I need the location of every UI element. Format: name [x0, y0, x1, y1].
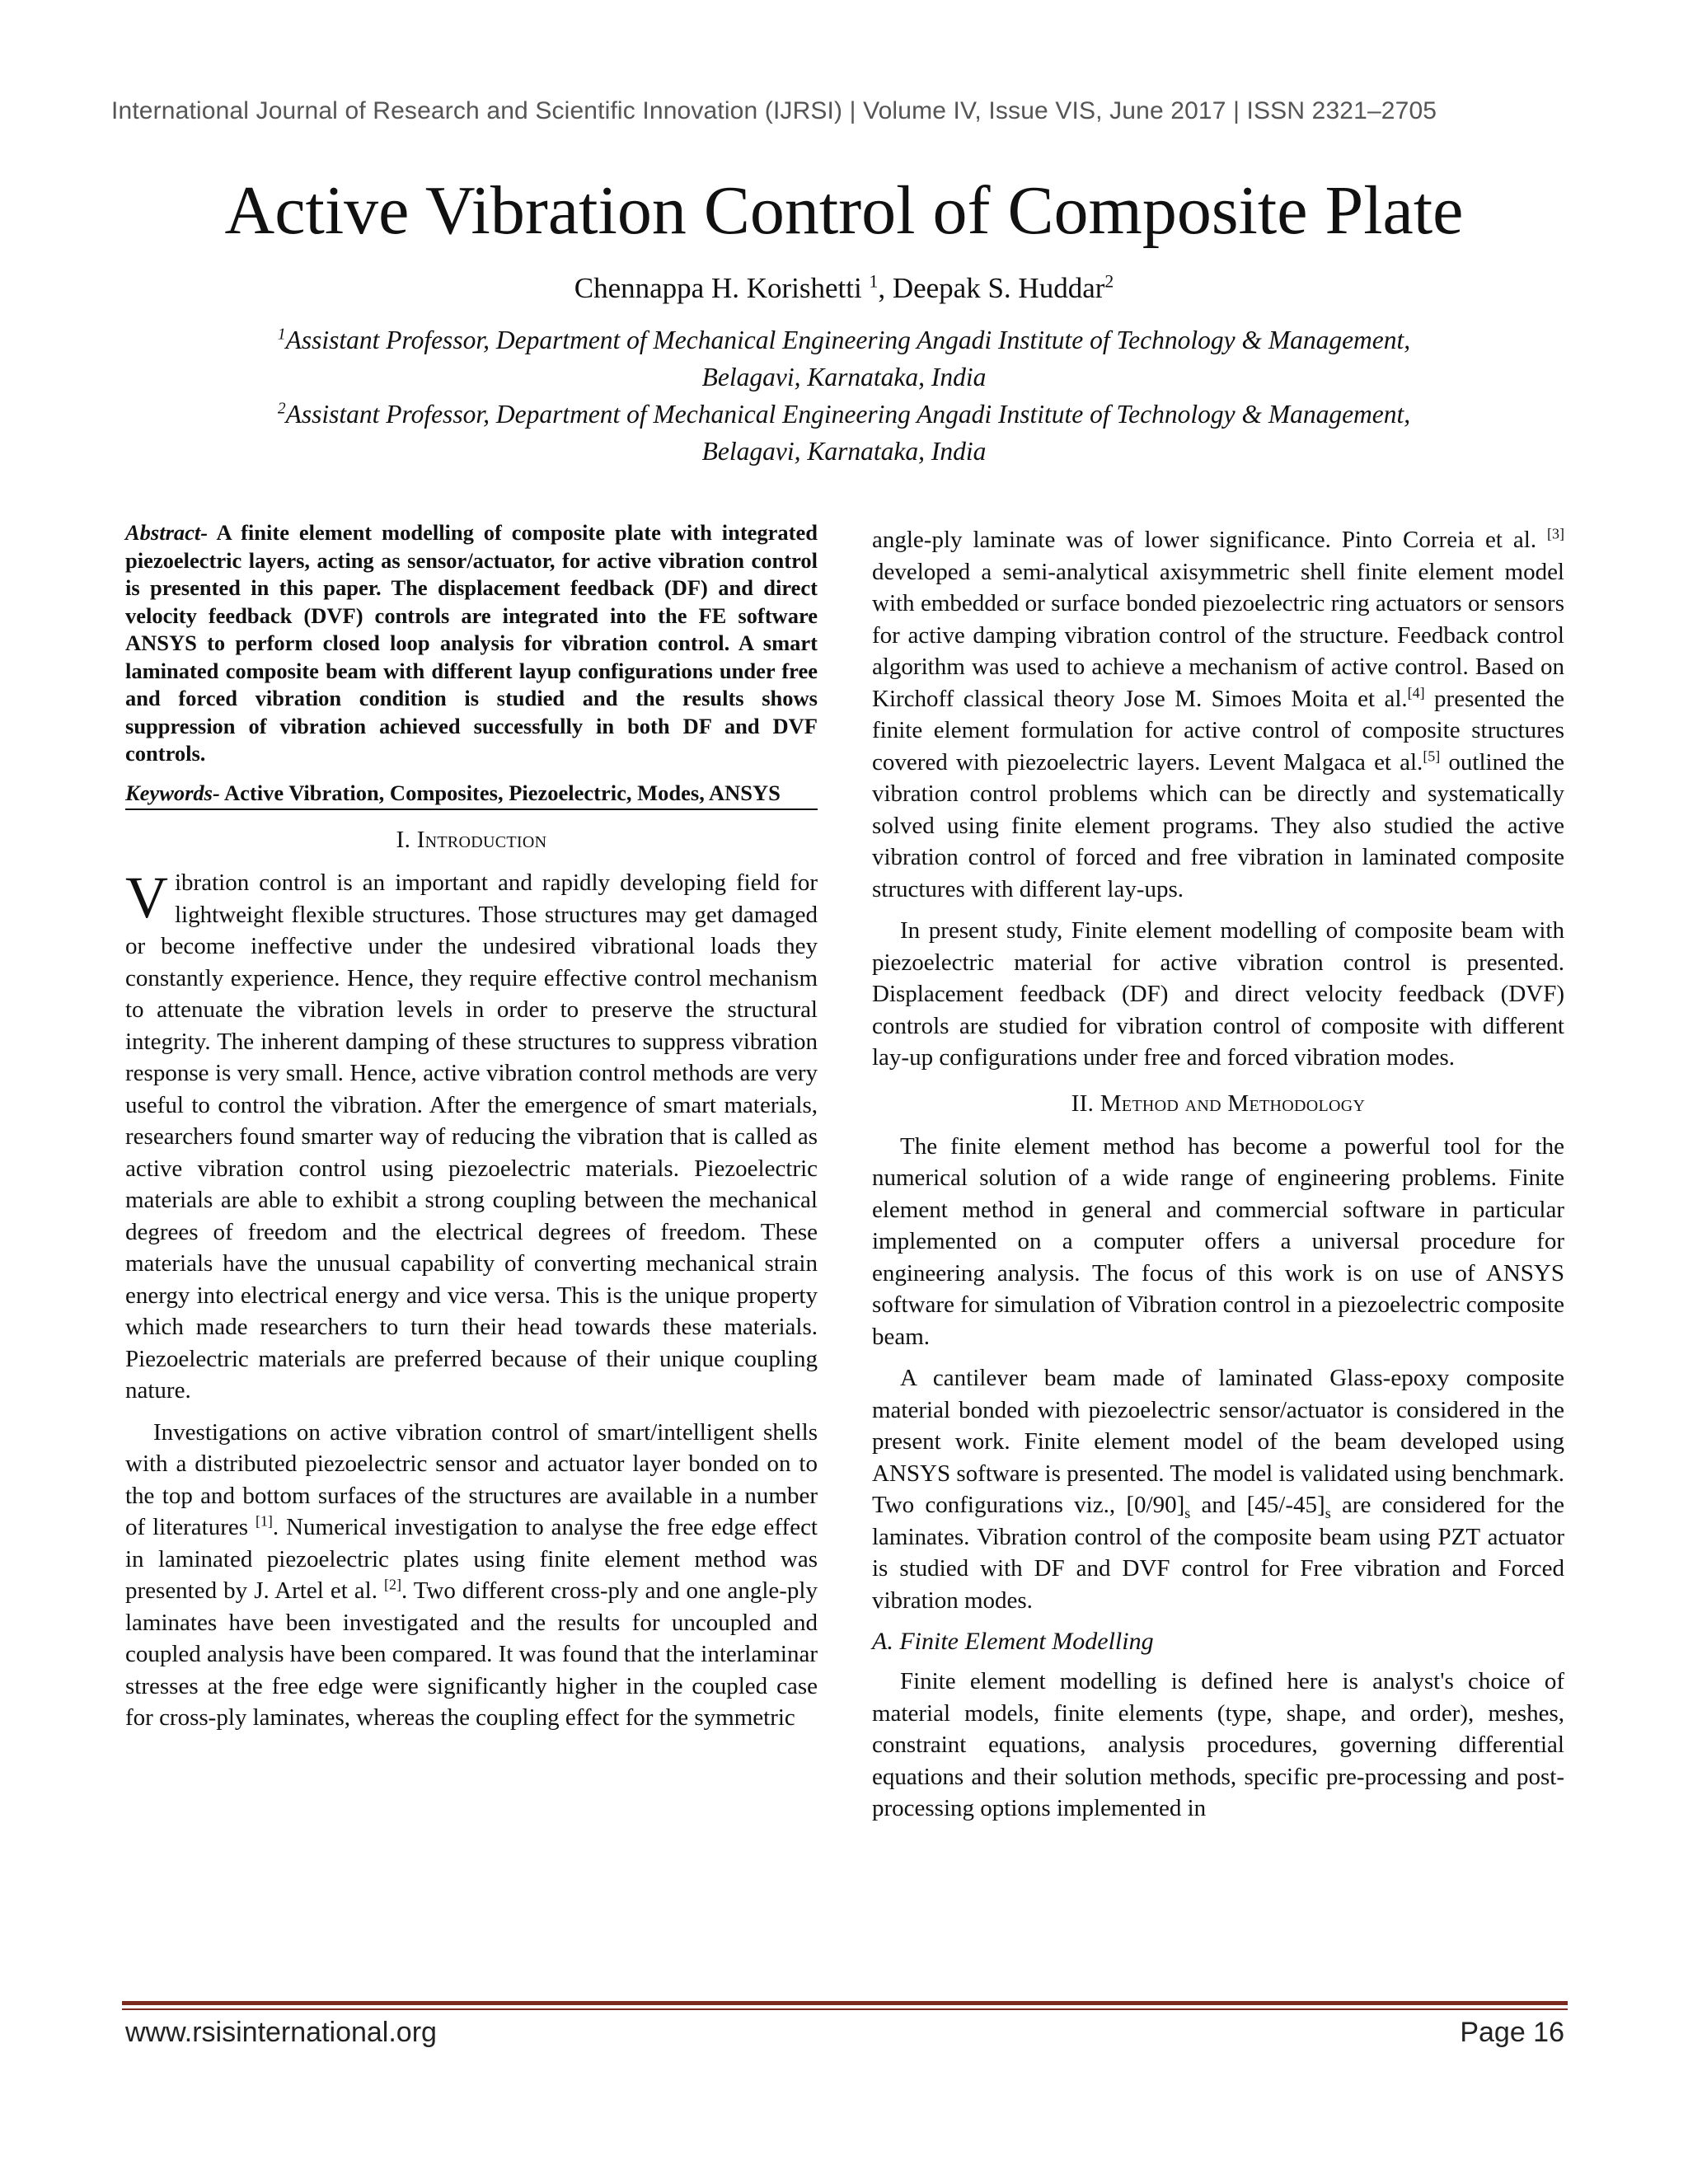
abstract-label: Abstract- — [125, 520, 209, 545]
keywords-label: Keywords- — [125, 780, 220, 805]
affiliation-1-line-2: Belagavi, Karnataka, India — [701, 363, 987, 391]
keywords-divider — [125, 808, 818, 810]
abstract-text: A finite element modelling of composite plate with integrated piezoelectric layers, acting as sensor/actuator, for active vibration control is presented in this paper. The displacement feedback (DF) and direct velocity feedback (DVF) controls are integrated into the FE software ANSYS to perform closed loop analysis for vibration control. A smart laminated composite beam with different layup configurations under free and forced vibration condition is studied and the results shows suppression of vibration achieved successfully in both DF and DVF controls. — [125, 520, 818, 766]
drop-cap: V — [125, 865, 168, 930]
footer-rule-thin — [122, 2008, 1568, 2010]
page-number: Page 16 — [1460, 2017, 1564, 2048]
affiliation-1-line-1: $^1$Assistant Professor, Department of Mechanical Engineering Angadi Institute of Technology & Management, — [277, 326, 1411, 354]
citation-2: [2] — [384, 1576, 401, 1593]
affiliation-1-marker: 1 — [277, 326, 286, 344]
footer-rule — [122, 2001, 1568, 2005]
author-2: , Deepak S. Huddar — [878, 272, 1105, 304]
right-column — [872, 524, 1564, 1825]
paper-title: Active Vibration Control of Composite Plate — [224, 172, 1464, 249]
affiliation-2-line-1: $^2$Assistant Professor, Department of Mechanical Engineering Angadi Institute of Technology & Management, — [277, 400, 1411, 429]
author-list — [0, 272, 1688, 305]
method-paragraph-2: A cantilever beam made of laminated Glass-epoxy composite material bonded with piezoelectric sensor/actuator is considered in the present work. Finite element model of the beam developed using ANSYS software is presented. The model is validated using benchmark. Two configurations viz., $[0/90]_s$ and $[45/-45]_s$ are considered for the laminates. Vibration control of the composite beam using PZT actuator is studied with DF and DVF control for Free vibration and Forced vibration modes. — [872, 1365, 1565, 1614]
subsection-heading-fem: A. Finite Element Modelling — [872, 1628, 1154, 1655]
intro-paragraph-1: Vibration control is an important and rapidly developing field for lightweight flexible structures. Those structures may get damaged or become ineffective under the undesired vibrational loads they constantly experience. Hence, they require effective control mechanism to attenuate the vibration levels in order to preserve the structural integrity. The inherent damping of these structures to suppress vibration response is very small. Hence, active vibration control methods are very useful to control the vibration. After the emergence of smart materials, researchers found smarter way of reducing the vibration that is called as active vibration control using piezoelectric materials. Piezoelectric materials are able to exhibit a strong coupling between the mechanical degrees of freedom and the electrical degrees of freedom. These materials have the unusual capability of converting mechanical strain energy into electrical energy and vice versa. This is the unique property which made researchers to turn their head towards these materials. Piezoelectric materials are preferred because of their unique coupling nature. — [125, 865, 818, 1404]
footer-website: www.rsisinternational.org — [125, 2017, 437, 2048]
journal-header: International Journal of Research and Scientific Innovation (IJRSI) | Volume IV, Issue VIS, June 2017 | ISSN 2321–2705 — [111, 97, 1437, 124]
method-paragraph-1: The finite element method has become a powerful tool for the numerical solution of a wide range of engineering problems. Finite element method in general and commercial software in particular implemented on a computer offers a universal procedure for engineering analysis. The focus of this work is on use of ANSYS software for simulation of Vibration control in a piezoelectric composite beam. — [872, 1132, 1564, 1350]
affiliation-2-marker: 2 — [277, 400, 286, 418]
section-heading-introduction: I. Introduction — [396, 827, 547, 853]
section-heading-methodology: II. Method and Methodology — [1071, 1090, 1366, 1117]
intro-paragraph-2: Investigations on active vibration control of smart/intelligent shells with a distributed piezoelectric sensor and actuator layer bonded on to the top and bottom surfaces of the structures are available in a number of literatures [1]. Numerical investigation to analyse the free edge effect in laminated piezoelectric plates using finite element method was presented by J. Artel et al. [2]. Two different cross-ply and one angle-ply laminates have been investigated and the results for uncoupled and coupled analysis have been compared. It was found that the interlaminar stresses at the free edge were significantly higher in the coupled case for cross-ply laminates, whereas the coupling effect for the symmetric — [125, 1418, 818, 1731]
intro-paragraph-3: angle-ply laminate was of lower significance. Pinto Correia et al. [3] developed a semi-analytical axisymmetric shell finite element model with embedded or surface bonded piezoelectric ring actuators or sensors for active damping vibration control of the structure. Feedback control algorithm was used to achieve a mechanism of active control. Based on Kirchoff classical theory Jose M. Simoes Moita et al.[4] presented the finite element formulation for active control of composite structures covered with piezoelectric layers. Levent Malgaca et al.[5] outlined the vibration control problems which can be directly and systematically solved using finite element programs. They also studied the active vibration control of forced and free vibration in laminated composite structures with different lay-ups. — [872, 525, 1564, 902]
left-column — [125, 519, 818, 1734]
method-paragraph-3: Finite element modelling is defined here is analyst's choice of material models, finite elements (type, shape, and order), meshes, constraint equations, analysis procedures, governing differential equations and their solution methods, specific pre-processing and post-processing options implemented in — [872, 1668, 1564, 1821]
keywords-text: Active Vibration, Composites, Piezoelectric, Modes, ANSYS — [219, 780, 781, 805]
citation-5: [5] — [1423, 747, 1441, 764]
affiliation-2-line-2: Belagavi, Karnataka, India — [701, 437, 987, 466]
citation-4: [4] — [1407, 683, 1425, 701]
abstract — [125, 519, 818, 768]
citation-1: [1] — [255, 1512, 273, 1530]
keywords — [125, 780, 818, 808]
citation-3: [3] — [1547, 525, 1564, 542]
author-1-marker: 1 — [869, 271, 879, 292]
author-2-marker: 2 — [1104, 271, 1114, 292]
author-1: Chennappa H. Korishetti — [574, 272, 862, 304]
intro-paragraph-4: In present study, Finite element modelling of composite beam with piezoelectric material for active vibration control is presented. Displacement feedback (DF) and direct velocity feedback (DVF) controls are studied for vibration control of composite with different lay-up configurations under free and forced vibration modes. — [872, 917, 1564, 1071]
